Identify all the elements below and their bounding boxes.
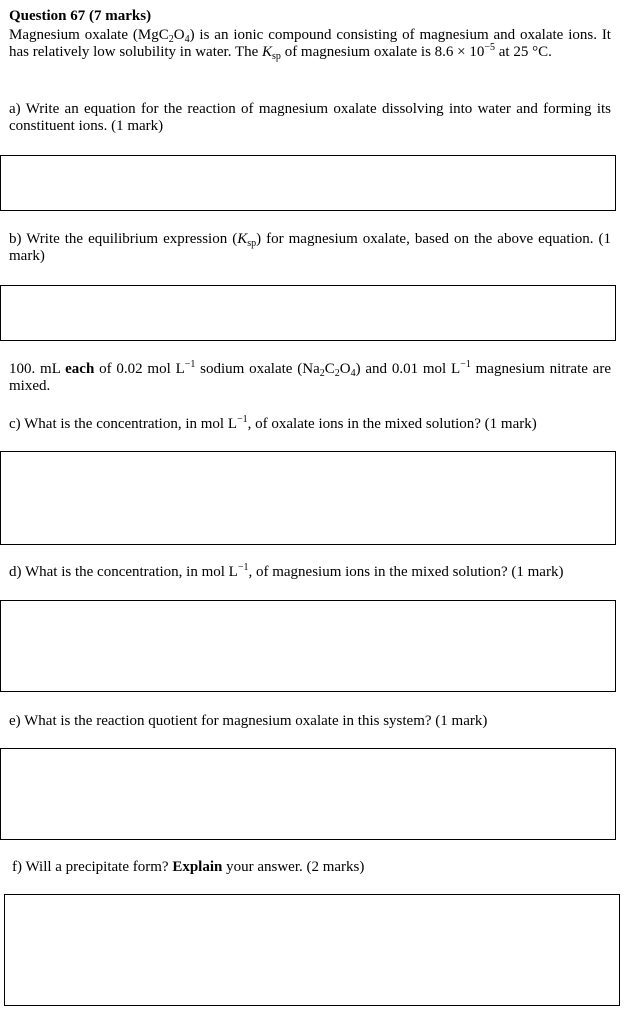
part-d-prompt: d) What is the concentration, in mol $L^{-1}$, of magnesium ions in the mixed solution? (1 mark)	[9, 562, 564, 580]
part-e-prompt: e) What is the reaction quotient for magnesium oxalate in this system? (1 mark)	[9, 713, 488, 729]
part-f-prompt: f) Will a precipitate form? Explain your answer. (2 marks)	[12, 859, 365, 875]
question-title: Question 67 (7 marks)	[9, 8, 152, 24]
part-a-answer-box[interactable]	[0, 155, 616, 211]
part-c-prompt: c) What is the concentration, in mol $L^{-1}$, of oxalate ions in the mixed solution? (1 mark)	[9, 414, 537, 432]
part-b-answer-box[interactable]	[0, 285, 616, 341]
part-f-answer-box[interactable]	[4, 894, 620, 1006]
part-d-answer-box[interactable]	[0, 600, 616, 692]
part-a-prompt: a) Write an equation for the reaction of magnesium oxalate dissolving into water and forming its constituent ions. (1 mark)	[9, 101, 611, 134]
question-intro: Magnesium oxalate $(MgC_2O_4)$ is an ionic compound consisting of magnesium and oxalate ions. It has relatively low solubility in water. The $K_{sp}$ of magnesium oxalate is $8.6 \times 10^{-5}$ at 25 °C.	[9, 27, 611, 62]
part-e-answer-box[interactable]	[0, 748, 616, 840]
mixing-statement: 100. mL each of 0.02 mol $L^{-1}$ sodium oxalate $(Na_2C_2O_4)$ and 0.01 mol $L^{-1}$ magnesium nitrate are mixed.	[9, 359, 611, 394]
part-b-prompt: b) Write the equilibrium expression $(K_{sp})$ for magnesium oxalate, based on the above equation. (1 mark)	[9, 231, 611, 264]
part-c-answer-box[interactable]	[0, 451, 616, 545]
